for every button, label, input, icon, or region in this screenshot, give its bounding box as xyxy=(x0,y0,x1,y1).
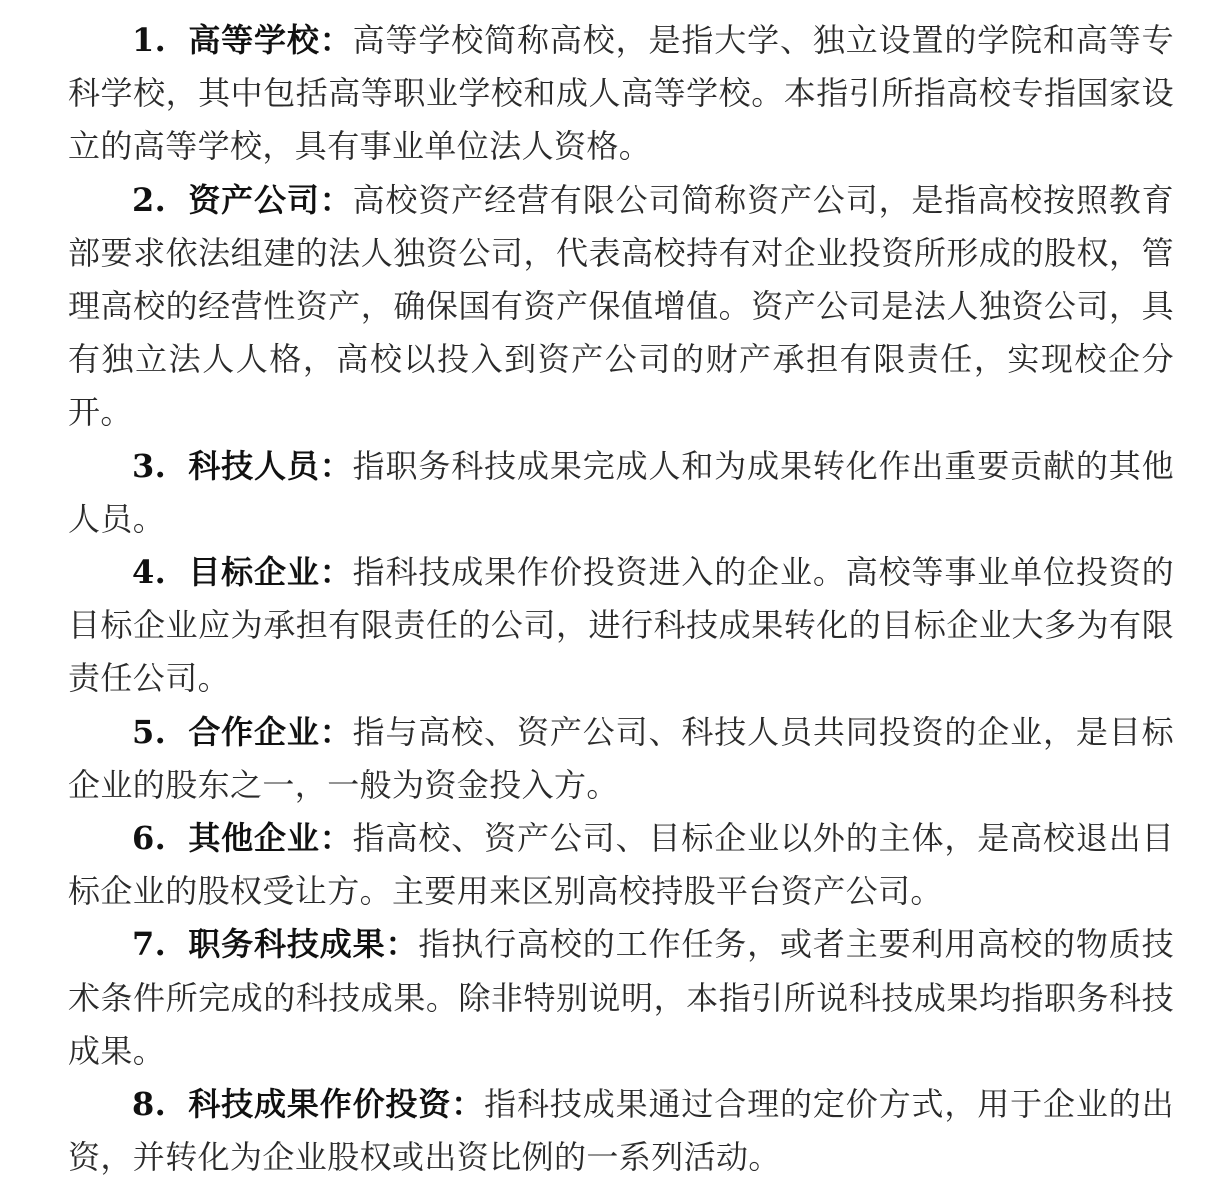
definition-text: 指科技成果通过合理的定价方式，用于企业的出资，并转化为企业股权或出资比例的一系列活动。 xyxy=(68,1085,1174,1177)
definition-number: 5. xyxy=(132,712,167,751)
definition-text: 指高校、资产公司、目标企业以外的主体，是高校退出目标企业的股权受让方。主要用来区别高校持股平台资产公司。 xyxy=(68,819,1174,911)
definition-item-2 xyxy=(68,174,1174,440)
definition-term: 科技成果作价投资： xyxy=(188,1085,485,1124)
definition-term: 合作企业： xyxy=(188,712,353,751)
definition-item-3 xyxy=(68,440,1174,546)
definition-item-5 xyxy=(68,706,1174,812)
definition-number: 7. xyxy=(132,925,167,964)
definition-text: 指职务科技成果完成人和为成果转化作出重要贡献的其他人员。 xyxy=(68,446,1174,538)
definition-text: 指科技成果作价投资进入的企业。高校等事业单位投资的目标企业应为承担有限责任的公司，进行科技成果转化的目标企业大多为有限责任公司。 xyxy=(68,553,1174,698)
definition-item-1 xyxy=(68,14,1174,174)
definition-term: 其他企业： xyxy=(188,819,353,858)
definition-text: 指与高校、资产公司、科技人员共同投资的企业，是目标企业的股东之一，一般为资金投入方。 xyxy=(68,712,1174,804)
definition-term: 目标企业： xyxy=(188,553,353,592)
definition-item-6 xyxy=(68,812,1174,918)
definition-number: 1. xyxy=(132,21,167,59)
definition-number: 4. xyxy=(132,553,167,592)
definition-number: 8. xyxy=(132,1085,167,1124)
definition-text: 高等学校简称高校，是指大学、独立设置的学院和高等专科学校，其中包括高等职业学校和成人高等学校。本指引所指高校专指国家设立的高等学校，具有事业单位法人资格。 xyxy=(68,21,1174,166)
definition-item-7 xyxy=(68,918,1174,1078)
definition-item-8 xyxy=(68,1078,1174,1184)
definition-term: 科技人员： xyxy=(188,446,353,485)
definition-text: 高校资产经营有限公司简称资产公司，是指高校按照教育部要求依法组建的法人独资公司，代表高校持有对企业投资所形成的股权，管理高校的经营性资产，确保国有资产保值增值。资产公司是法人独资公司，具有独立法人人格，高校以投入到资产公司的财产承担有限责任，实现校企分开。 xyxy=(68,180,1174,432)
definition-item-4 xyxy=(68,546,1174,706)
definition-term: 资产公司： xyxy=(188,180,353,219)
definition-number: 3. xyxy=(132,446,167,485)
definition-number: 2. xyxy=(132,180,167,219)
definition-number: 6. xyxy=(132,819,167,858)
definition-term: 职务科技成果： xyxy=(188,925,419,964)
definition-text: 指执行高校的工作任务，或者主要利用高校的物质技术条件所完成的科技成果。除非特别说明，本指引所说科技成果均指职务科技成果。 xyxy=(68,925,1174,1070)
definition-term: 高等学校： xyxy=(188,21,353,59)
